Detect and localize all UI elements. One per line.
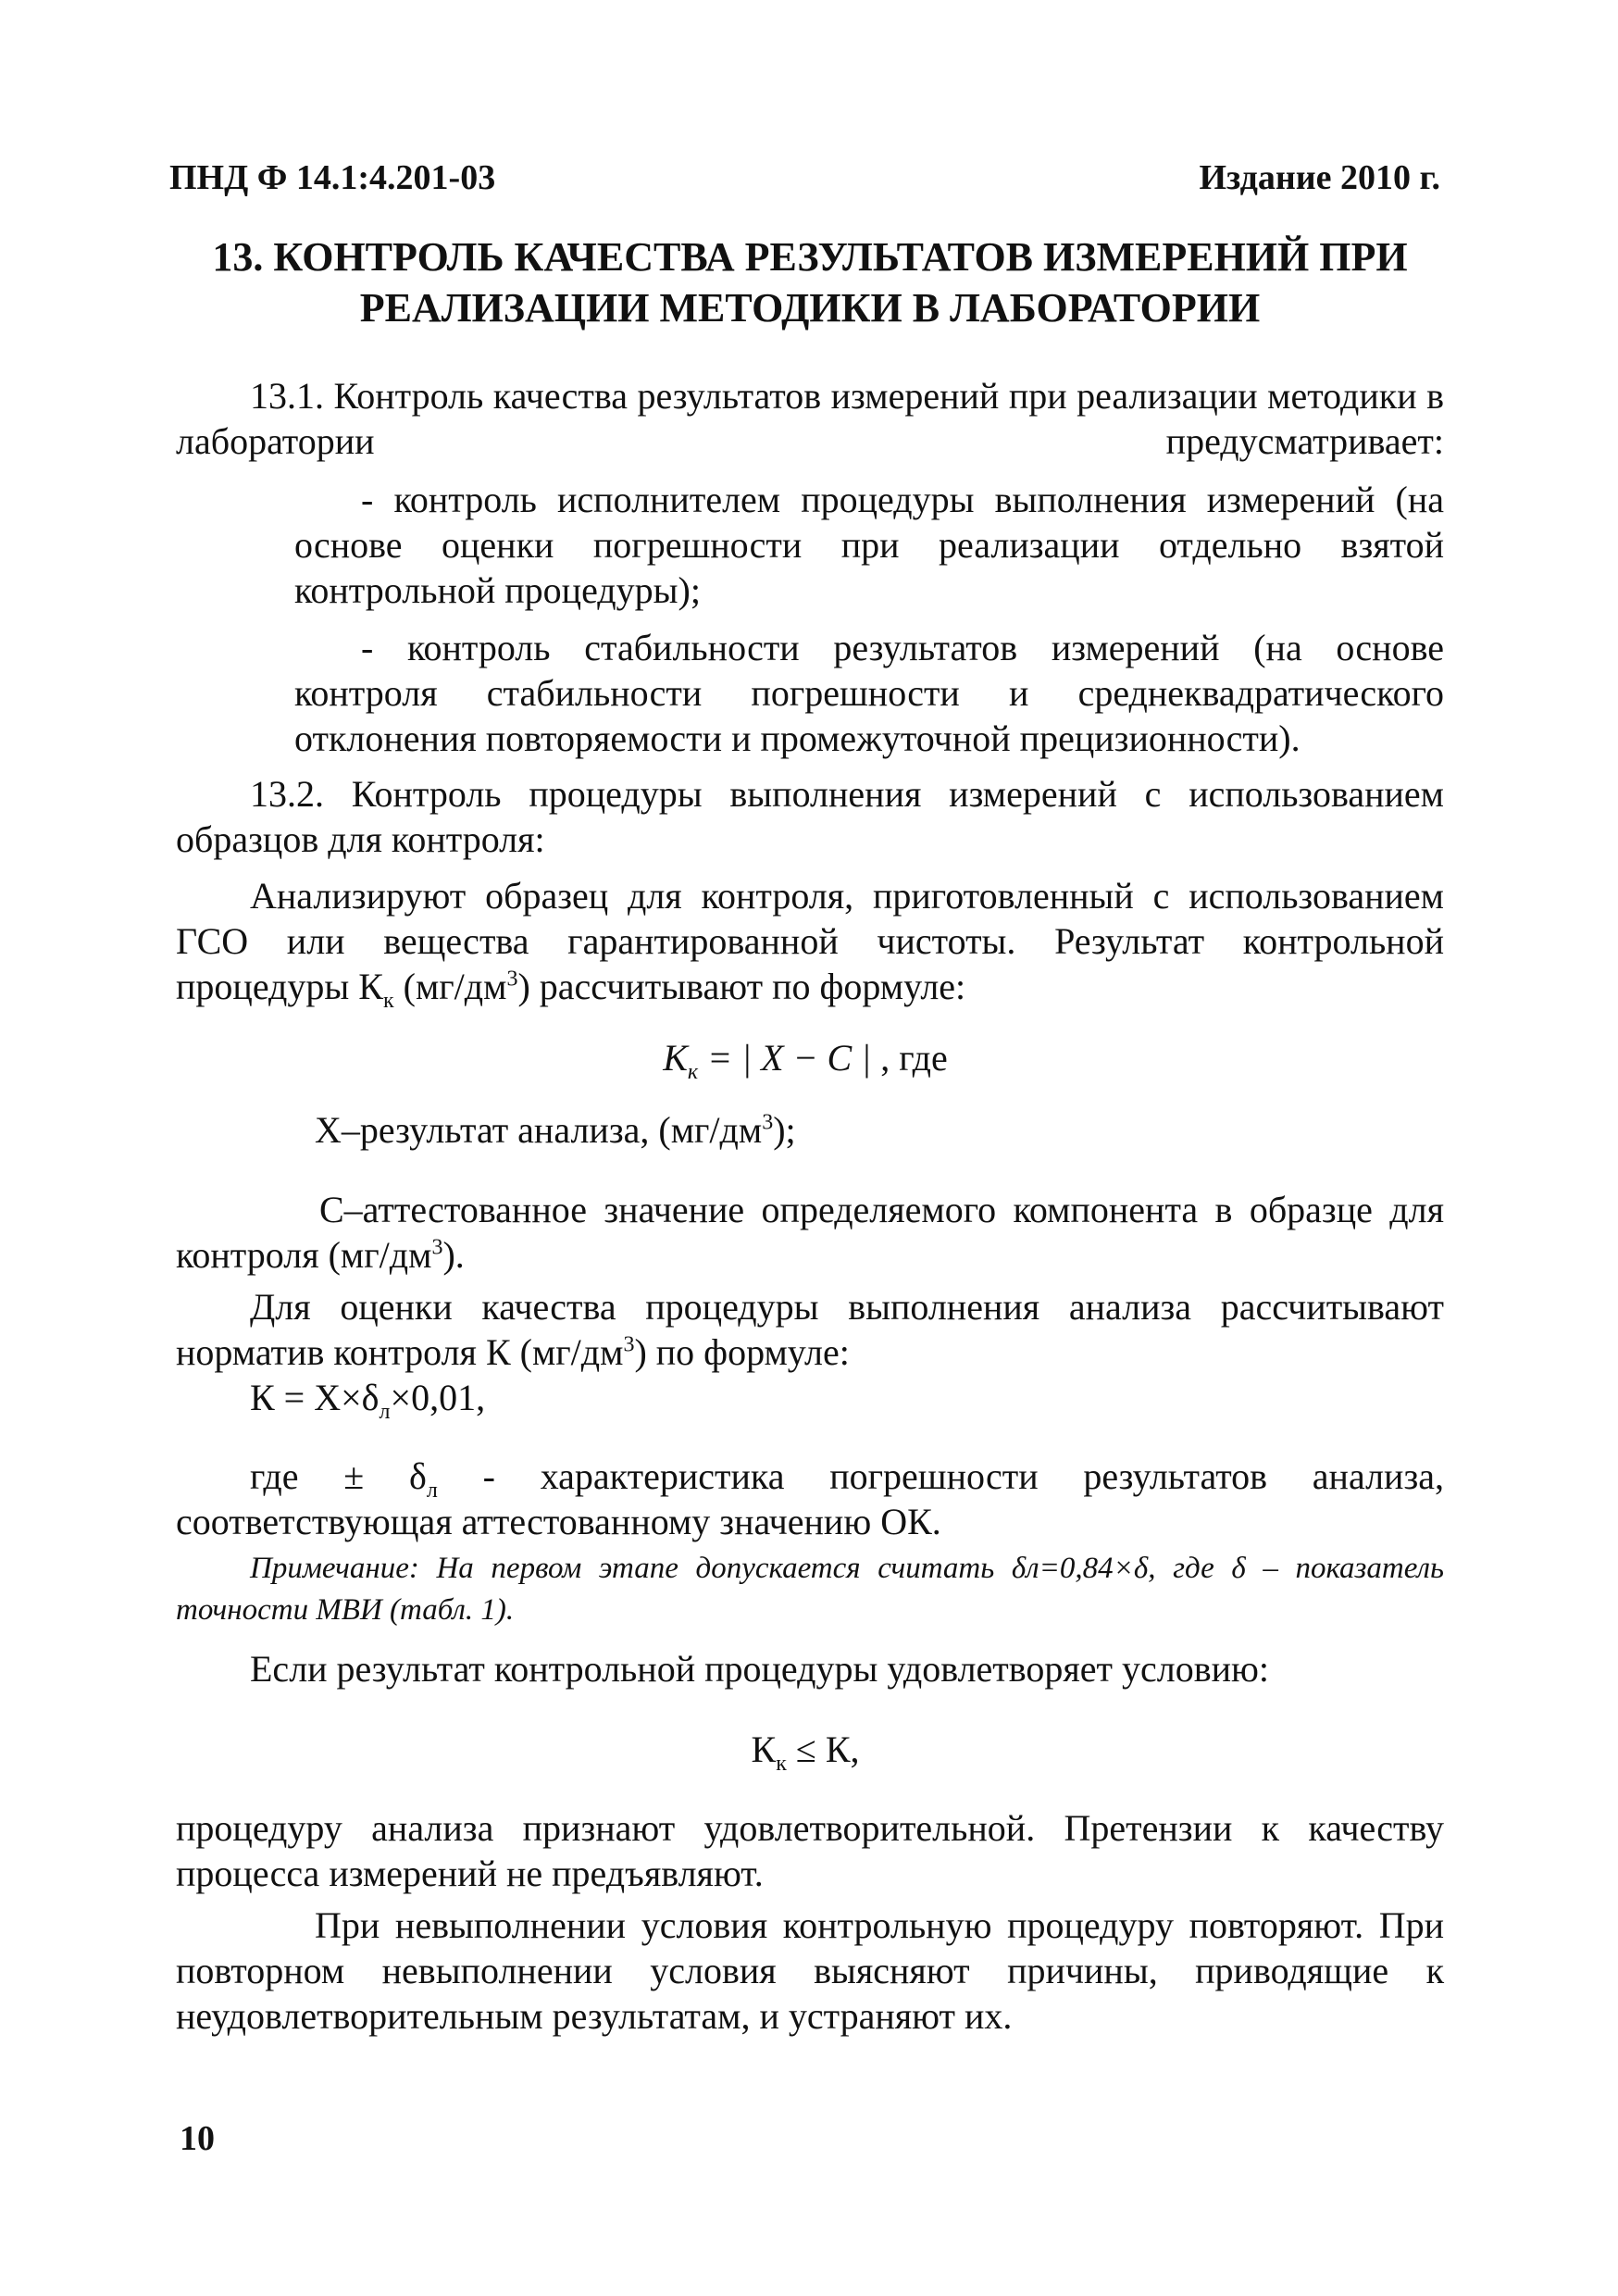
analysis-text-a: Анализируют образец для контроля, приготовленный с использованием ГСО или вещества гарантированной чистоты. Результат контрольной процедуры К <box>176 875 1444 1007</box>
section-title-line-2: РЕАЛИЗАЦИИ МЕТОДИКИ В ЛАБОРАТОРИИ <box>359 285 1261 331</box>
formula1-sub: к <box>687 1060 699 1084</box>
analysis-sup: 3 <box>506 967 518 992</box>
document-code: ПНД Ф 14.1:4.201-03 <box>169 158 496 197</box>
paragraph-13-2: 13.2. Контроль процедуры выполнения измерений с использованием образцов для контроля: <box>176 773 1444 860</box>
section-title <box>167 231 1453 333</box>
formula-condition <box>389 1727 1222 1776</box>
formula3-sub: к <box>776 1752 787 1776</box>
list-item-stability-control: - контроль стабильности результатов измерений (на основе контроля стабильности погрешности и среднеквадратического отклонения повторяемости и промежуточной прецизионности). <box>294 627 1444 759</box>
c-def-tail: ). <box>442 1234 465 1276</box>
where-text-a: где ± δ <box>250 1455 427 1497</box>
section-title-line-1: 13. КОНТРОЛЬ КАЧЕСТВА РЕЗУЛЬТАТОВ ИЗМЕРЕНИЙ ПРИ <box>212 234 1408 280</box>
x-def-sup: 3 <box>762 1110 774 1135</box>
list-item-operator-control: - контроль исполнителем процедуры выполнения измерений (на основе оценки погрешности при реализации отдельно взятой контрольной процедуры); <box>294 479 1444 611</box>
paragraph-where <box>176 1454 1444 1544</box>
c-definition <box>176 1187 1444 1278</box>
norm-sup: 3 <box>623 1332 635 1357</box>
formula1-lhs: K <box>663 1037 688 1079</box>
c-def-text: C–аттестованное значение определяемого компонента в образце для контроля (мг/дм <box>176 1189 1444 1276</box>
c-def-sup: 3 <box>431 1235 443 1260</box>
formula3-b: ≤ К, <box>786 1728 860 1770</box>
formula2-a: К = X×δ <box>250 1377 380 1418</box>
formula2-b: ×0,01, <box>390 1377 486 1418</box>
note-text: Примечание: На первом этапе допускается считать δл=0,84×δ, где δ – показатель точности МВИ (табл. 1). <box>176 1552 1444 1627</box>
norm-tail: ) по формуле: <box>634 1331 850 1373</box>
paragraph-13-1: 13.1. Контроль качества результатов измерений при реализации методики в лаборатории предусматривает: <box>176 375 1444 462</box>
formula-control-result <box>389 1035 1222 1084</box>
paragraph-condition: Если результат контрольной процедуры удовлетворяет условию: <box>250 1648 1270 1690</box>
paragraph-analysis <box>176 873 1444 1013</box>
formula1-rhs: = | X − C | <box>698 1037 881 1079</box>
analysis-sub: к <box>382 989 394 1013</box>
formula3-a: К <box>751 1728 777 1770</box>
x-def-tail: ); <box>773 1109 796 1151</box>
x-def-text: X–результат анализа, (мг/дм <box>315 1109 763 1151</box>
x-definition <box>315 1107 1425 1153</box>
paragraph-repeat: При невыполнении условия контрольную процедуру повторяют. При повторном невыполнении условия выясняют причины, приводящие к неудовлетворительным результатам, и устраняют их. <box>176 1904 1444 2037</box>
page-number: 10 <box>180 2119 215 2158</box>
formula-norm <box>250 1375 1083 1424</box>
norm-text: Для оценки качества процедуры выполнения анализа рассчитывают норматив контроля К (мг/дм <box>176 1286 1444 1373</box>
formula1-tail: , где <box>880 1037 948 1079</box>
paragraph-accept: процедуру анализа признают удовлетворительной. Претензии к качеству процесса измерений не предъявляют. <box>176 1807 1444 1894</box>
analysis-text-c: ) рассчитывают по формуле: <box>517 966 966 1007</box>
where-sub: л <box>426 1479 438 1503</box>
edition-label: Издание 2010 г. <box>1199 158 1440 197</box>
where-text-b: - характеристика погрешности результатов анализа, соответствующая аттестованному значению ОК. <box>176 1455 1444 1542</box>
analysis-text-b: (мг/дм <box>393 966 507 1007</box>
paragraph-norm <box>176 1284 1444 1375</box>
formula2-sub: л <box>379 1400 391 1424</box>
